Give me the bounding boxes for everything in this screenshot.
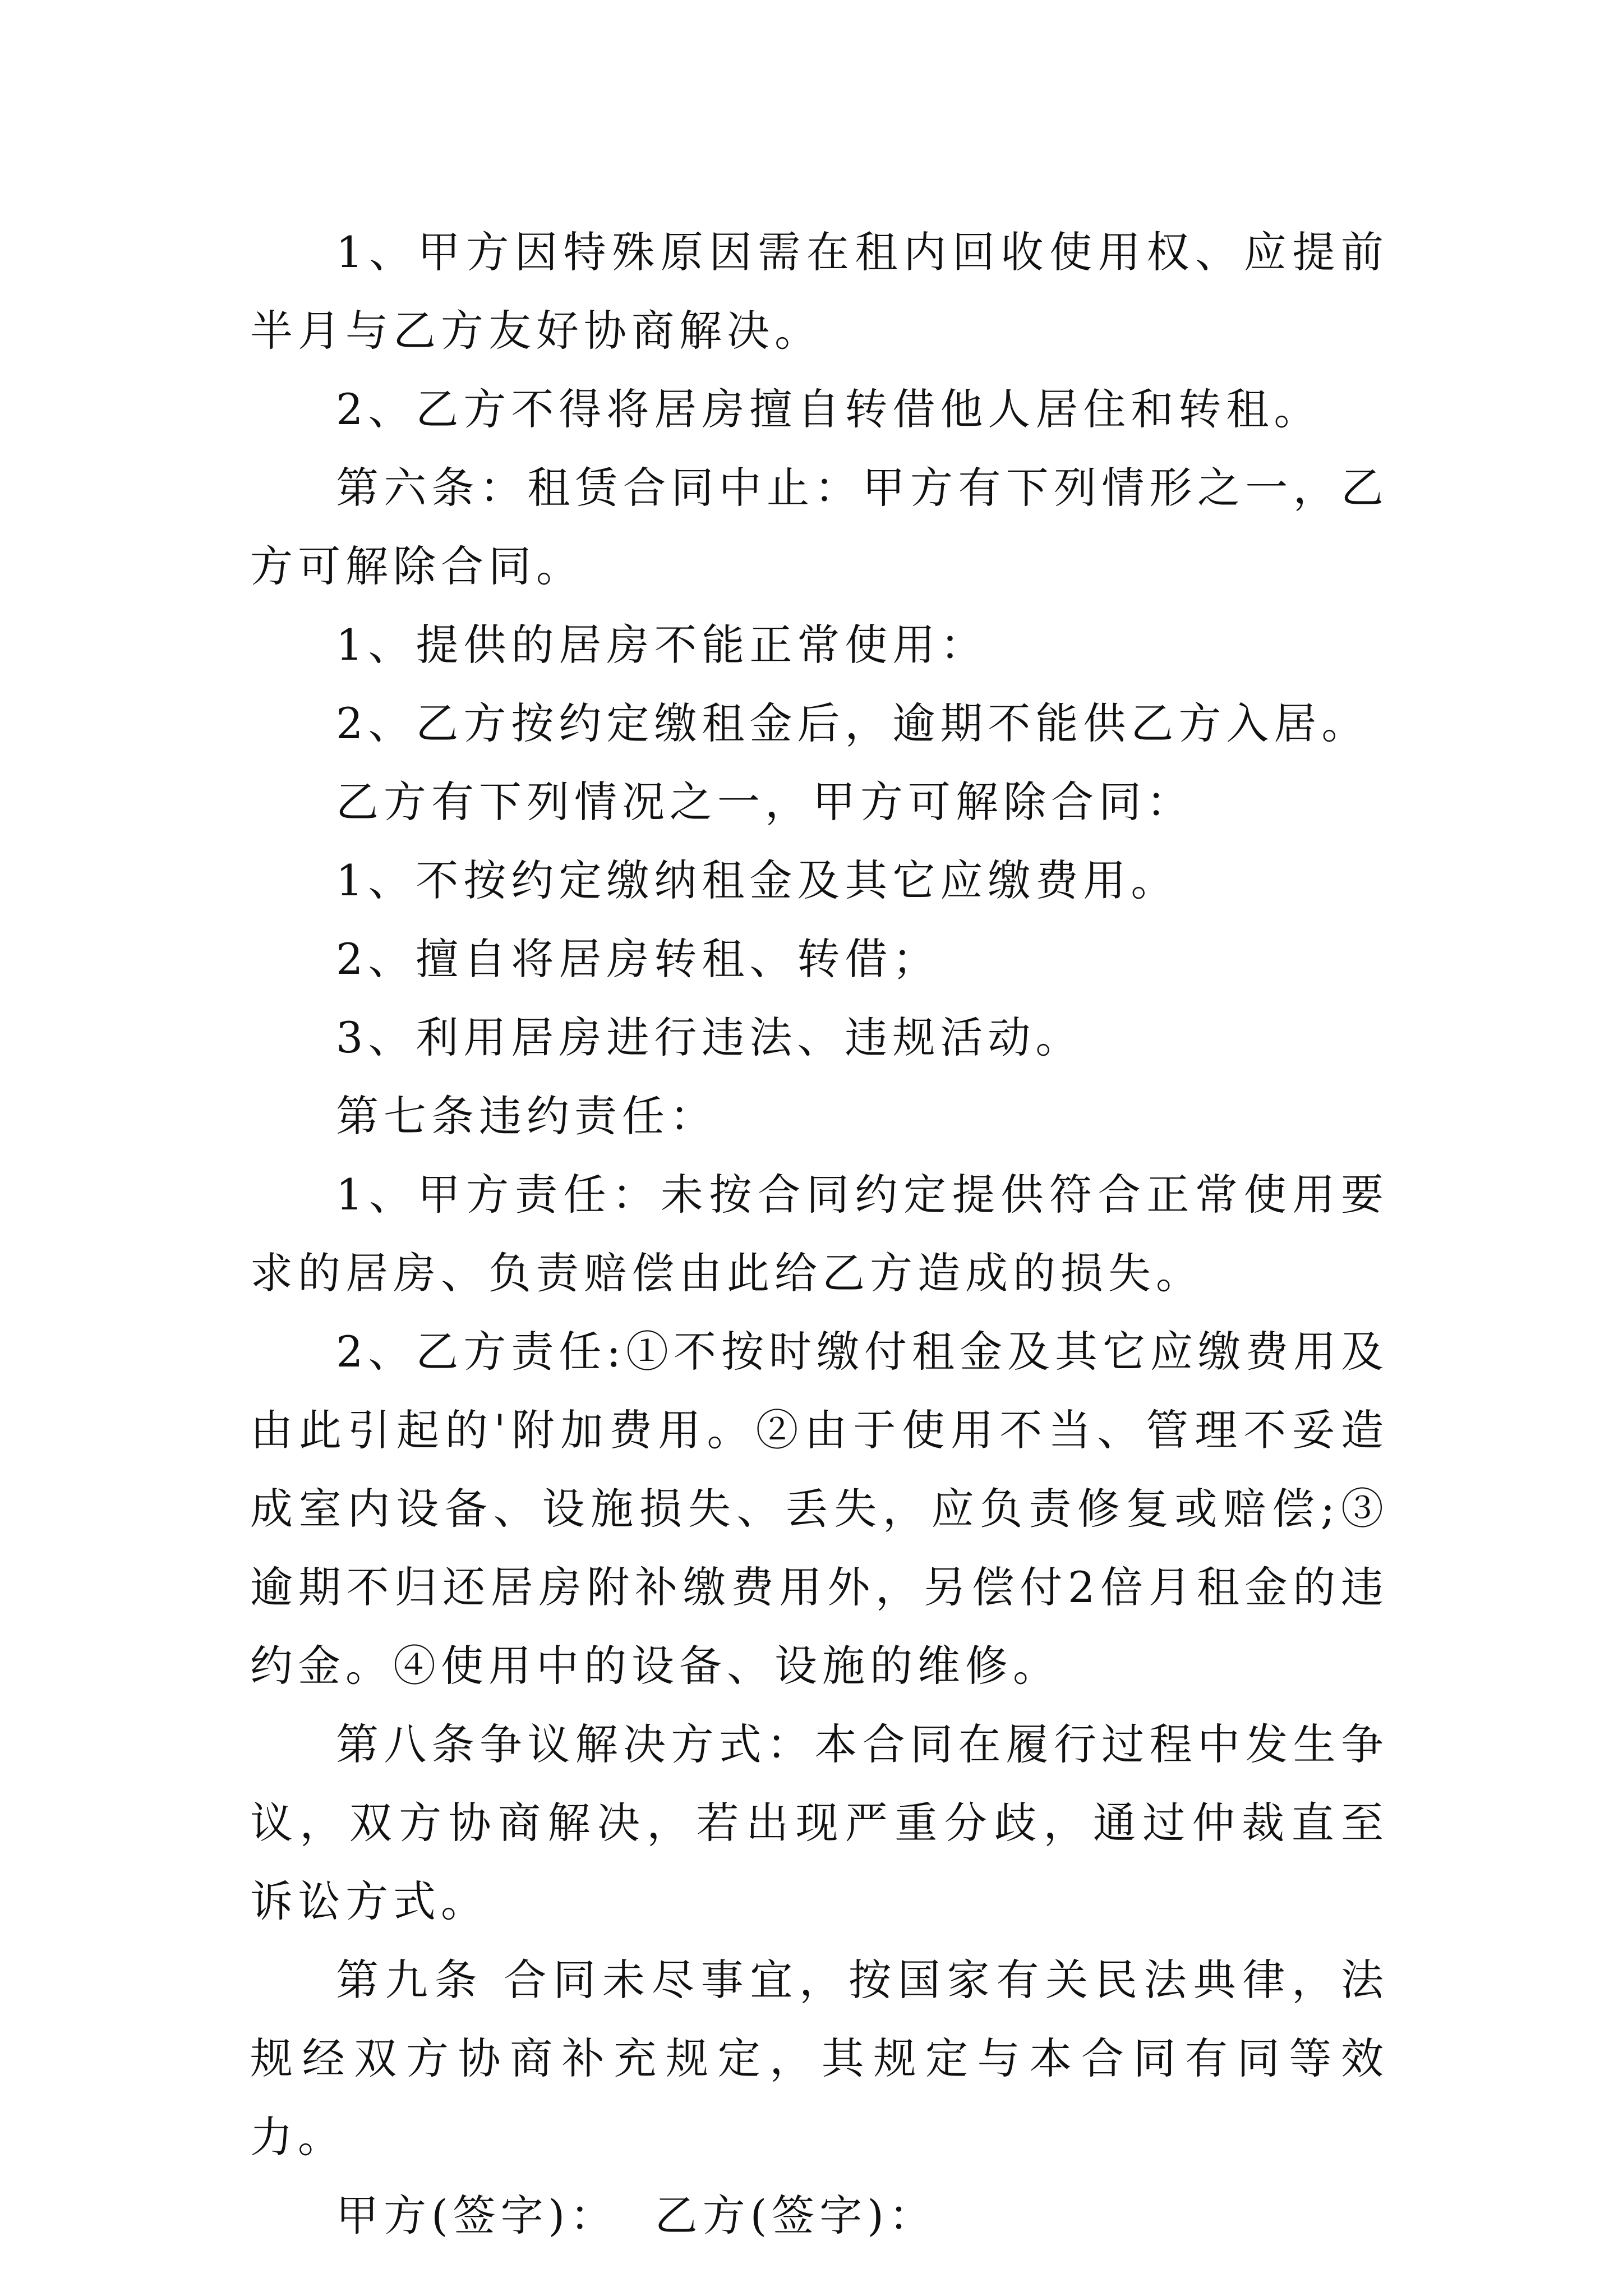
document-page	[250, 213, 1389, 2255]
article-six-item-1: 1、提供的居房不能正常使用：	[336, 620, 988, 670]
tenant-termination-item-1: 1、不按约定缴纳租金及其它应缴费用。	[336, 855, 1179, 905]
article-nine-supplement: 第九条 合同未尽事宜，按国家有关民法典律，法规经双方协商补充规定，其规定与本合同有同等效力。	[250, 1955, 1389, 2162]
tenant-termination-item-2: 2、擅自将居房转租、转借；	[336, 934, 940, 984]
clause-recovery-of-use: 1、甲方因特殊原因需在租内回收使用权、应提前半月与乙方友好协商解决。	[250, 227, 1389, 356]
article-six-item-2: 2、乙方按约定缴租金后，逾期不能供乙方入居。	[336, 698, 1370, 748]
tenant-liability: 2、乙方责任:①不按时缴付租金及其它应缴费用及由此引起的'附加费用。②由于使用不当、管理不妥造成室内设备、设施损失、丢失，应负责修复或赔偿;③逾期不归还居房附补缴费用外，另偿付2倍月租金的违约金。④使用中的设备、设施的维修。	[250, 1327, 1389, 1691]
signature-line: 甲方(签字)： 乙方(签字)：	[336, 2191, 937, 2240]
article-six-heading: 第六条：租赁合同中止：甲方有下列情形之一，乙方可解除合同。	[250, 463, 1389, 591]
article-eight-dispute: 第八条争议解决方式：本合同在履行过程中发生争议，双方协商解决，若出现严重分歧，通过仲裁直至诉讼方式。	[250, 1719, 1389, 1926]
tenant-termination-heading: 乙方有下列情况之一，甲方可解除合同：	[336, 777, 1194, 827]
article-seven-heading: 第七条违约责任：	[336, 1091, 717, 1141]
landlord-liability: 1、甲方责任：未按合同约定提供符合正常使用要求的居房、负责赔偿由此给乙方造成的损失。	[250, 1170, 1389, 1298]
clause-no-sublet: 2、乙方不得将居房擅自转借他人居住和转租。	[336, 384, 1322, 434]
tenant-termination-item-3: 3、利用居房进行违法、违规活动。	[336, 1013, 1083, 1062]
